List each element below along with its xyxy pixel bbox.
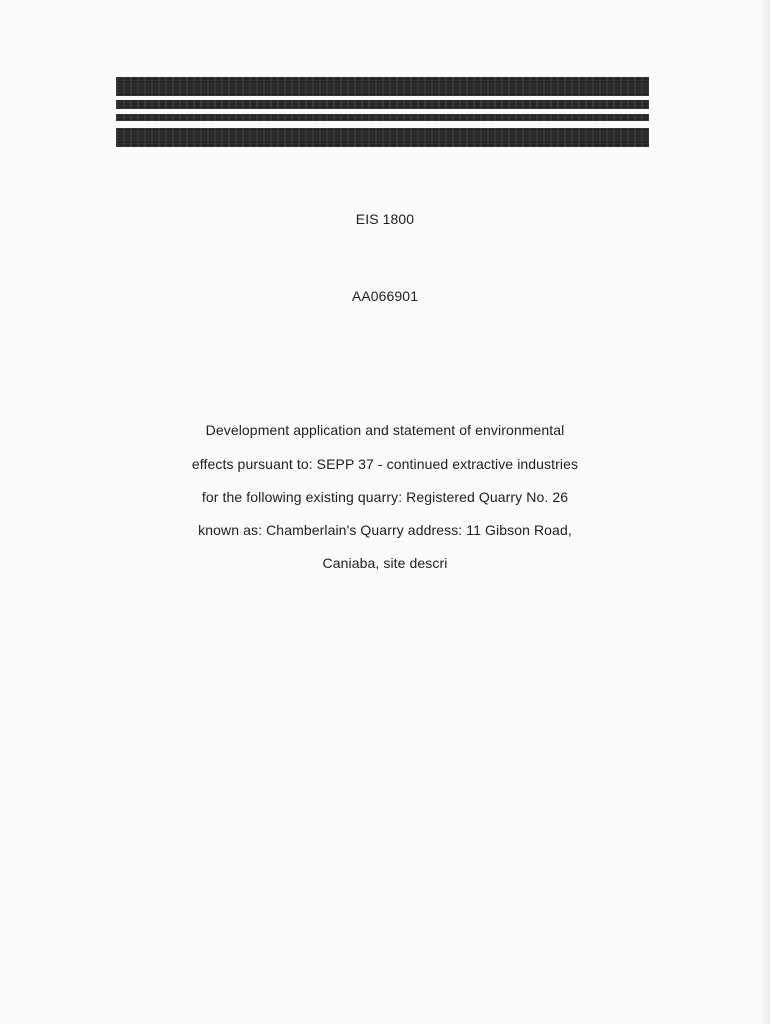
description-line: for the following existing quarry: Registered Quarry No. 26 [201,489,569,505]
header-bars [116,77,649,147]
header-bar [116,114,649,121]
description-line: Caniaba, site descri [322,555,448,571]
description-line: Development application and statement of environmental [205,422,565,438]
header-bar [116,100,649,109]
page-edge-shadow [762,0,770,1024]
document-reference-code: EIS 1800 [355,211,415,227]
description-line: known as: Chamberlain's Quarry address: 11 Gibson Road, [198,522,572,538]
application-number: AA066901 [351,288,419,304]
header-bar [116,128,649,147]
description-line: effects pursuant to: SEPP 37 - continued extractive industries [191,456,579,472]
header-bar [116,77,649,96]
